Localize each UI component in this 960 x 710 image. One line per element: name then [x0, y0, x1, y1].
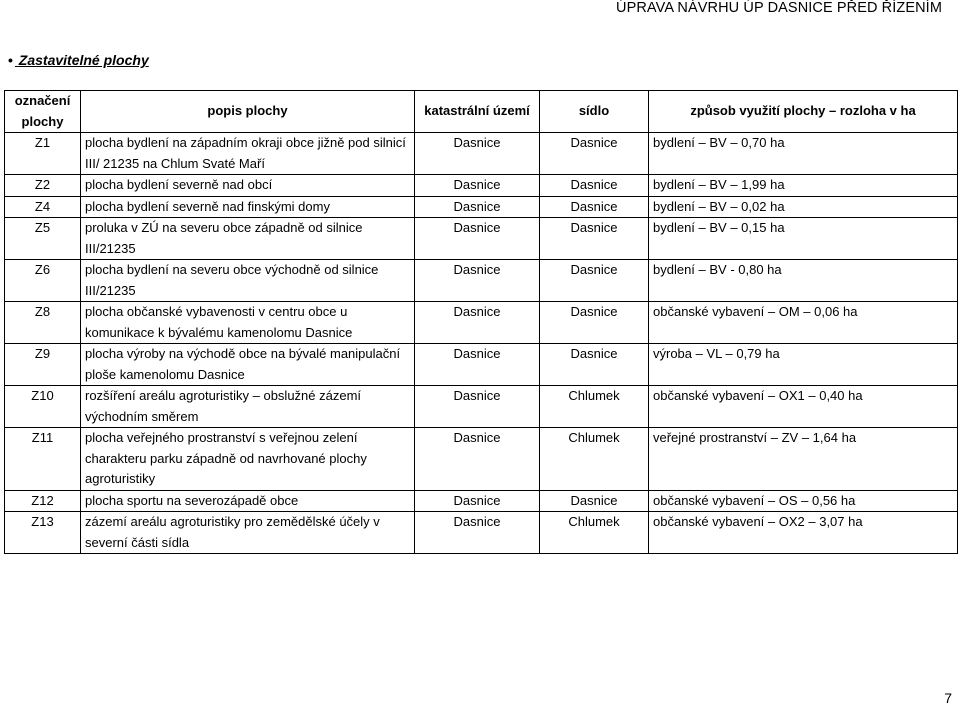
cell-code: Z11 — [5, 428, 81, 491]
cell-code: Z12 — [5, 490, 81, 512]
table-row — [5, 428, 958, 491]
table-row — [5, 386, 958, 428]
cell-cadastral: Dasnice — [415, 344, 540, 386]
cell-cadastral: Dasnice — [415, 428, 540, 491]
cell-code: Z4 — [5, 196, 81, 218]
cell-description: plocha výroby na východě obce na bývalé manipulační ploše kamenolomu Dasnice — [81, 344, 415, 386]
cell-usage: výroba – VL – 0,79 ha — [649, 344, 958, 386]
cell-cadastral: Dasnice — [415, 260, 540, 302]
cell-usage: bydlení – BV – 1,99 ha — [649, 175, 958, 197]
header-cadastral: katastrální území — [415, 91, 540, 133]
cell-settlement: Dasnice — [540, 218, 649, 260]
table-header-row — [5, 91, 958, 133]
table-row — [5, 133, 958, 175]
cell-settlement: Dasnice — [540, 302, 649, 344]
cell-cadastral: Dasnice — [415, 218, 540, 260]
cell-description: rozšíření areálu agroturistiky – obslužné zázemí východním směrem — [81, 386, 415, 428]
table-row — [5, 512, 958, 554]
cell-usage: bydlení – BV – 0,02 ha — [649, 196, 958, 218]
cell-code: Z10 — [5, 386, 81, 428]
plochy-table — [4, 90, 958, 554]
section-title-text: Zastavitelné plochy — [18, 52, 149, 68]
header-settlement: sídlo — [540, 91, 649, 133]
cell-description: plocha sportu na severozápadě obce — [81, 490, 415, 512]
cell-usage: bydlení – BV – 0,15 ha — [649, 218, 958, 260]
table-row — [5, 344, 958, 386]
cell-description: plocha bydlení severně nad finskými domy — [81, 196, 415, 218]
header-code: označení plochy — [5, 91, 81, 133]
cell-usage: občanské vybavení – OX1 – 0,40 ha — [649, 386, 958, 428]
table-row — [5, 260, 958, 302]
cell-settlement: Chlumek — [540, 386, 649, 428]
cell-cadastral: Dasnice — [415, 196, 540, 218]
section-title — [8, 52, 149, 68]
cell-cadastral: Dasnice — [415, 490, 540, 512]
table-row — [5, 302, 958, 344]
cell-cadastral: Dasnice — [415, 302, 540, 344]
cell-usage: občanské vybavení – OM – 0,06 ha — [649, 302, 958, 344]
cell-description: proluka v ZÚ na severu obce západně od silnice III/21235 — [81, 218, 415, 260]
page-number: 7 — [944, 690, 952, 706]
table-row — [5, 196, 958, 218]
cell-cadastral: Dasnice — [415, 512, 540, 554]
cell-description: plocha bydlení na západním okraji obce jižně pod silnicí III/ 21235 na Chlum Svaté Maří — [81, 133, 415, 175]
cell-description: plocha veřejného prostranství s veřejnou zelení charakteru parku západně od navrhované plochy agroturistiky — [81, 428, 415, 491]
cell-usage: bydlení – BV – 0,70 ha — [649, 133, 958, 175]
cell-settlement: Dasnice — [540, 133, 649, 175]
bullet-icon: • — [8, 52, 13, 68]
header-description: popis plochy — [81, 91, 415, 133]
cell-settlement: Chlumek — [540, 512, 649, 554]
cell-description: plocha bydlení severně nad obcí — [81, 175, 415, 197]
cell-settlement: Dasnice — [540, 260, 649, 302]
cell-settlement: Dasnice — [540, 175, 649, 197]
cell-cadastral: Dasnice — [415, 133, 540, 175]
cell-description: plocha občanské vybavenosti v centru obce u komunikace k bývalému kamenolomu Dasnice — [81, 302, 415, 344]
cell-code: Z2 — [5, 175, 81, 197]
cell-settlement: Dasnice — [540, 344, 649, 386]
table-row — [5, 218, 958, 260]
table-row — [5, 490, 958, 512]
cell-cadastral: Dasnice — [415, 175, 540, 197]
cell-code: Z1 — [5, 133, 81, 175]
cell-usage: bydlení – BV - 0,80 ha — [649, 260, 958, 302]
cell-description: plocha bydlení na severu obce východně od silnice III/21235 — [81, 260, 415, 302]
cell-cadastral: Dasnice — [415, 386, 540, 428]
document-header-title: ÚPRAVA NÁVRHU ÚP DASNICE PŘED ŘÍZENÍM — [616, 0, 942, 16]
cell-code: Z8 — [5, 302, 81, 344]
cell-settlement: Dasnice — [540, 490, 649, 512]
header-usage: způsob využití plochy – rozloha v ha — [649, 91, 958, 133]
table-body — [5, 133, 958, 554]
cell-description: zázemí areálu agroturistiky pro zemědělské účely v severní části sídla — [81, 512, 415, 554]
cell-usage: veřejné prostranství – ZV – 1,64 ha — [649, 428, 958, 491]
cell-settlement: Chlumek — [540, 428, 649, 491]
cell-usage: občanské vybavení – OS – 0,56 ha — [649, 490, 958, 512]
cell-code: Z9 — [5, 344, 81, 386]
table-row — [5, 175, 958, 197]
cell-usage: občanské vybavení – OX2 – 3,07 ha — [649, 512, 958, 554]
cell-code: Z13 — [5, 512, 81, 554]
cell-settlement: Dasnice — [540, 196, 649, 218]
cell-code: Z5 — [5, 218, 81, 260]
cell-code: Z6 — [5, 260, 81, 302]
